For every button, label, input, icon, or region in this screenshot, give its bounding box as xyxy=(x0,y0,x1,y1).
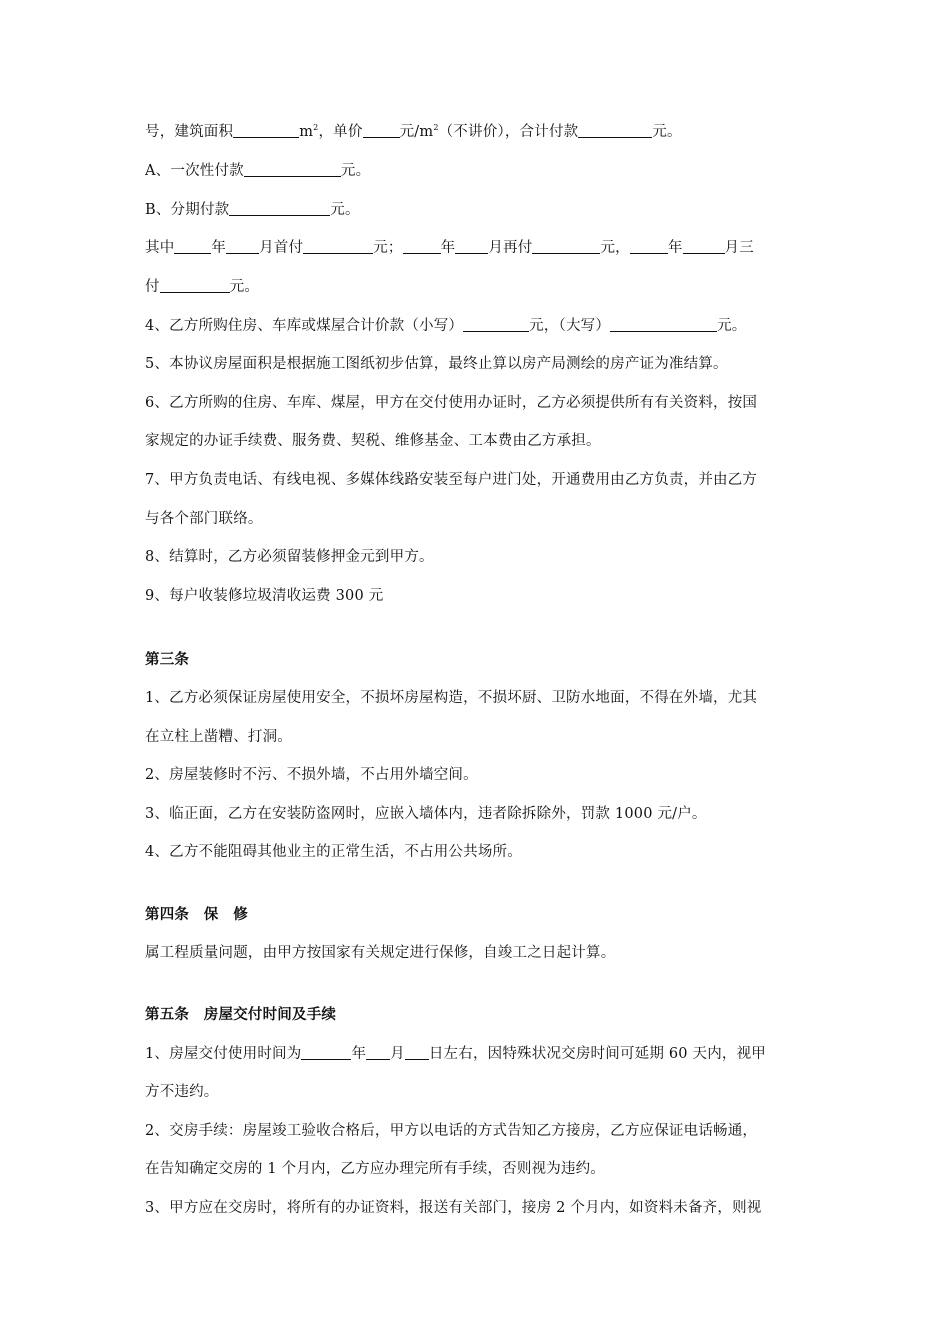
price-line xyxy=(145,122,682,142)
blank-year[interactable] xyxy=(174,239,211,254)
lump-sum-line xyxy=(145,161,370,181)
blank-total[interactable] xyxy=(578,123,652,138)
paragraph: 1、乙方必须保证房屋使用安全，不损坏房屋构造，不损坏厨、卫防水地面，不得在外墙，尤其 xyxy=(145,690,758,706)
superscript: 2 xyxy=(433,123,439,132)
text: 年 xyxy=(440,240,456,256)
text: 元，（大写） xyxy=(529,318,611,334)
text: 付 xyxy=(145,279,160,295)
text: 4、乙方所购住房、车库或煤屋合计价款（小写） xyxy=(145,318,464,334)
text: 元。 xyxy=(229,279,260,295)
blank-year[interactable] xyxy=(403,239,441,254)
text: m xyxy=(299,124,314,140)
paragraph: 在立柱上凿糟、打洞。 xyxy=(145,729,292,745)
installment-schedule-line xyxy=(145,238,754,258)
blank-year[interactable] xyxy=(301,1045,351,1060)
blank-month[interactable] xyxy=(455,239,488,254)
text: ，单价 xyxy=(318,124,363,140)
installment-line xyxy=(145,200,360,220)
text: 年 xyxy=(351,1046,367,1062)
paragraph: 在告知确定交房的 1 个月内，乙方应办理完所有手续，否则视为违约。 xyxy=(145,1161,606,1177)
text: 元。 xyxy=(717,318,747,334)
delivery-date-line xyxy=(145,1044,766,1064)
section-heading: 第五条 房屋交付时间及手续 xyxy=(145,1006,337,1023)
paragraph: 方不违约。 xyxy=(145,1084,219,1100)
text: 月 xyxy=(390,1046,405,1062)
section-heading: 第三条 xyxy=(145,651,190,668)
text: 号，建筑面积 xyxy=(145,124,234,140)
text: 元。 xyxy=(330,202,360,218)
third-payment-line xyxy=(145,277,259,297)
blank-installment[interactable] xyxy=(229,201,330,216)
paragraph: 8、结算时，乙方必须留装修押金元到甲方。 xyxy=(145,549,434,565)
blank-lowercase-amount[interactable] xyxy=(463,317,529,332)
text: 元； xyxy=(373,240,403,256)
paragraph: 6、乙方所购的住房、车库、煤屋，甲方在交付使用办证时，乙方必须提供所有有关资料，按国 xyxy=(145,395,758,411)
blank-month[interactable] xyxy=(366,1045,390,1060)
text: B、分期付款 xyxy=(145,202,230,218)
text: 日左右，因特殊状况交房时间可延期 60 天内，视甲 xyxy=(428,1046,767,1062)
paragraph: 3、甲方应在交房时，将所有的办证资料，报送有关部门，接房 2 个月内，如资料未备齐，则视 xyxy=(145,1200,762,1216)
blank-year[interactable] xyxy=(630,239,668,254)
text: 年 xyxy=(667,240,683,256)
blank-uppercase-amount[interactable] xyxy=(610,317,717,332)
paragraph: 2、房屋装修时不污、不损外墙，不占用外墙空间。 xyxy=(145,767,478,783)
text: 元/m xyxy=(399,124,434,140)
text: 元。 xyxy=(340,163,371,179)
blank-amount[interactable] xyxy=(532,239,600,254)
text: 元， xyxy=(600,240,630,256)
paragraph: 7、甲方负责电话、有线电视、多媒体线路安装至每户进门处，开通费用由乙方负责，并由乙方 xyxy=(145,472,758,488)
superscript: 2 xyxy=(313,123,319,132)
paragraph: 4、乙方不能阻碍其他业主的正常生活，不占用公共场所。 xyxy=(145,844,522,860)
text: 月首付 xyxy=(259,240,304,256)
blank-area[interactable] xyxy=(233,123,299,138)
text: 元。 xyxy=(652,124,682,140)
paragraph: 9、每户收装修垃圾清收运费 300 元 xyxy=(145,588,384,604)
total-price-line xyxy=(145,316,746,336)
text: 月三 xyxy=(724,240,754,256)
blank-lump-sum[interactable] xyxy=(244,162,341,177)
text: A、一次性付款 xyxy=(145,163,244,179)
text: （不讲价），合计付款 xyxy=(438,124,579,140)
paragraph: 2、交房手续：房屋竣工验收合格后，甲方以电话的方式告知乙方接房，乙方应保证电话畅通， xyxy=(145,1123,758,1139)
blank-amount[interactable] xyxy=(160,278,230,293)
blank-amount[interactable] xyxy=(303,239,373,254)
paragraph: 3、临正面，乙方在安装防盗网时，应嵌入墙体内，违者除拆除外，罚款 1000 元/户。 xyxy=(145,806,707,822)
blank-unit-price[interactable] xyxy=(363,123,400,138)
blank-day[interactable] xyxy=(405,1045,429,1060)
text: 月再付 xyxy=(488,240,533,256)
blank-month[interactable] xyxy=(683,239,725,254)
text: 年 xyxy=(211,240,227,256)
paragraph: 属工程质量问题，由甲方按国家有关规定进行保修，自竣工之日起计算。 xyxy=(145,945,616,961)
paragraph: 与各个部门联络。 xyxy=(145,511,263,527)
paragraph: 5、本协议房屋面积是根据施工图纸初步估算，最终止算以房产局测绘的房产证为准结算。 xyxy=(145,356,728,372)
text: 1、房屋交付使用时间为 xyxy=(145,1046,302,1062)
section-heading: 第四条 保 修 xyxy=(145,906,248,923)
paragraph: 家规定的办证手续费、服务费、契税、维修基金、工本费由乙方承担。 xyxy=(145,433,601,449)
blank-month[interactable] xyxy=(226,239,259,254)
text: 其中 xyxy=(145,240,175,256)
